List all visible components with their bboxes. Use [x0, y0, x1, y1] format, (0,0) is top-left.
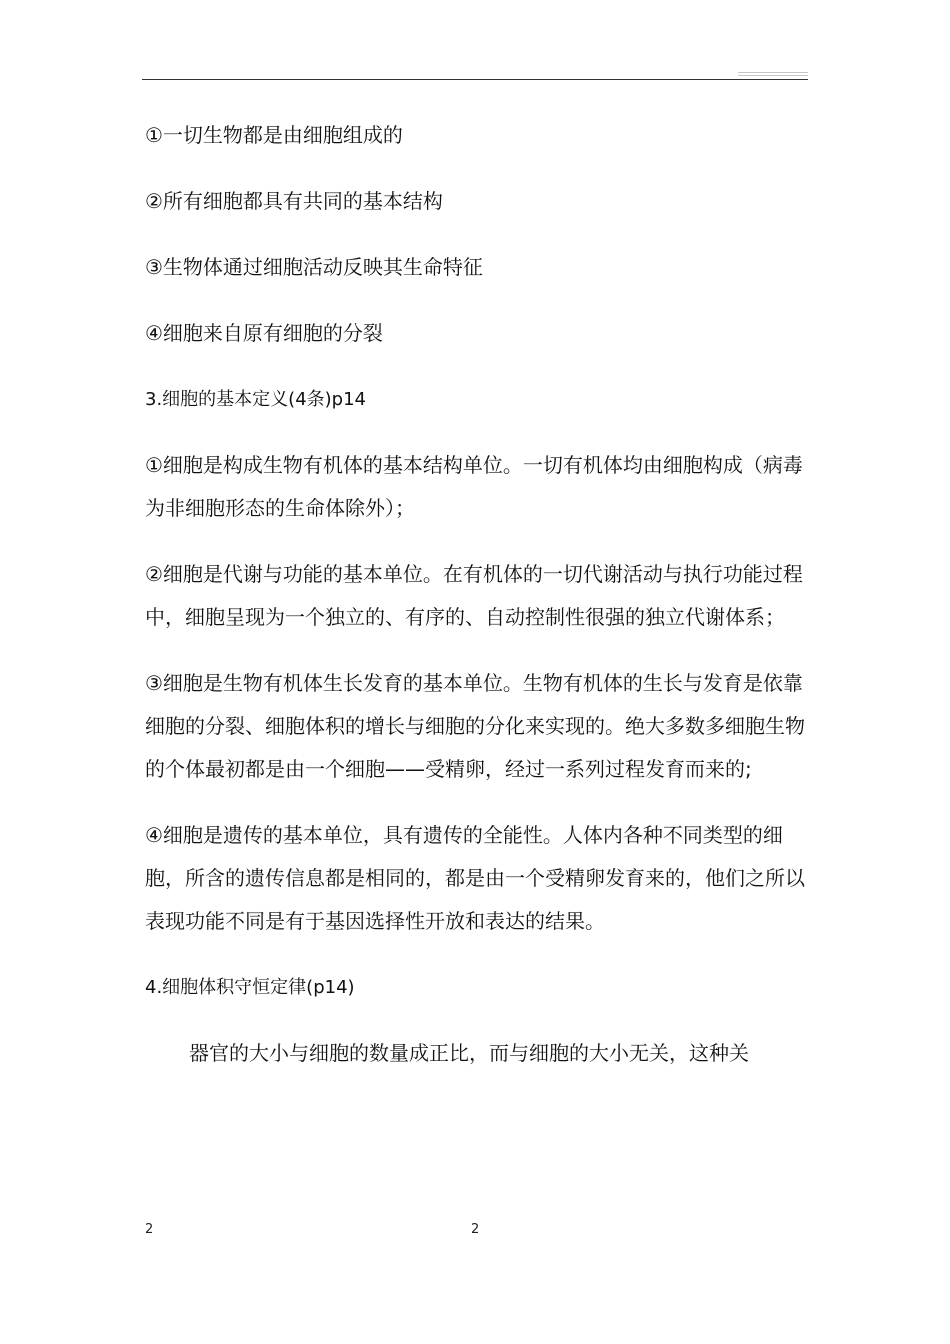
principle-2: ②所有细胞都具有共同的基本结构 — [145, 189, 443, 213]
header-decoration — [738, 75, 808, 76]
principle-1: ①一切生物都是由细胞组成的 — [145, 123, 403, 147]
law-paragraph: 器官的大小与细胞的数量成正比，而与细胞的大小无关，这种关 — [189, 1041, 749, 1065]
page-number-center: 2 — [471, 1222, 480, 1237]
section-heading-4: 4.细胞体积守恒定律(p14) — [145, 977, 355, 998]
page-number-left: 2 — [145, 1222, 154, 1237]
header-rule — [142, 79, 808, 80]
principle-4: ④细胞来自原有细胞的分裂 — [145, 321, 383, 345]
definition-1: ①细胞是构成生物有机体的基本结构单位。一切有机体均由细胞构成（病毒为非细胞形态的生命体除外）； — [145, 453, 803, 520]
definition-4: ④细胞是遗传的基本单位，具有遗传的全能性。人体内各种不同类型的细胞，所含的遗传信息都是相同的，都是由一个受精卵发育来的，他们之所以表现功能不同是有于基因选择性开放和表达的结果。 — [145, 823, 805, 933]
document-body — [145, 114, 811, 1098]
definition-2: ②细胞是代谢与功能的基本单位。在有机体的一切代谢活动与执行功能过程中，细胞呈现为一个独立的、有序的、自动控制性很强的独立代谢体系； — [145, 562, 803, 629]
principle-3: ③生物体通过细胞活动反映其生命特征 — [145, 255, 483, 279]
definition-3: ③细胞是生物有机体生长发育的基本单位。生物有机体的生长与发育是依靠细胞的分裂、细胞体积的增长与细胞的分化来实现的。绝大多数多细胞生物的个体最初都是由一个细胞——受精卵，经过一系列过程发育而来的; — [145, 671, 805, 781]
header-decoration — [738, 72, 808, 73]
section-heading-3: 3.细胞的基本定义(4条)p14 — [145, 389, 367, 410]
